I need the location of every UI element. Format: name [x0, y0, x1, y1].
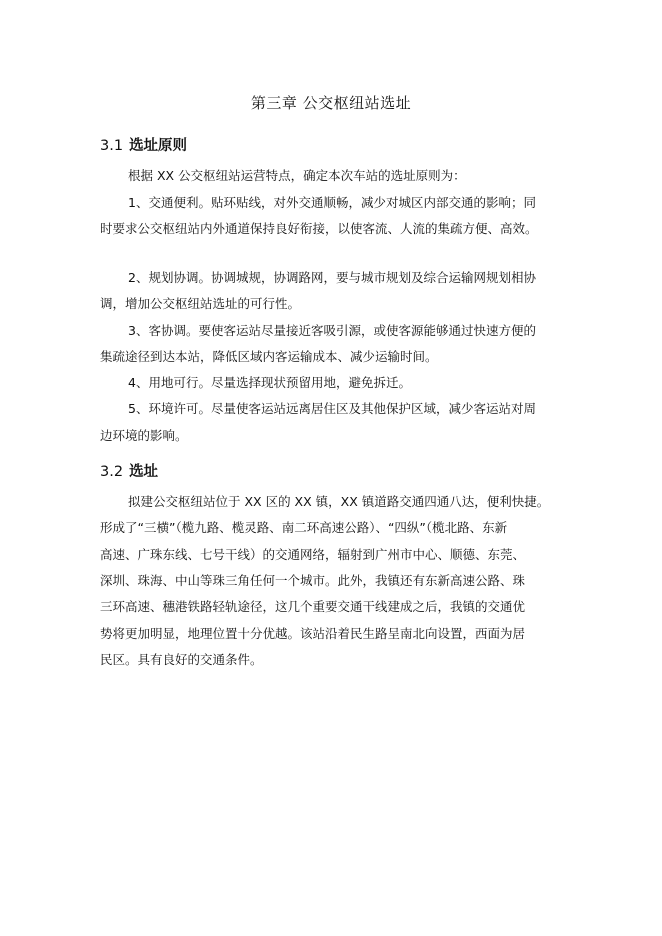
section-number: 3.1: [100, 138, 124, 154]
paragraph-line: 根据 XX 公交枢纽站运营特点，确定本次车站的选址原则为：: [128, 168, 466, 183]
paragraph-line: 拟建公交枢纽站位于 XX 区的 XX 镇，XX 镇道路交通四通八达，便利快捷。: [128, 494, 550, 509]
section-number: 3.2: [100, 464, 124, 480]
section-heading-3-2: [100, 461, 158, 483]
paragraph-line: 三环高速、穗港铁路轻轨途径，这几个重要交通干线建成之后，我镇的交通优: [100, 599, 526, 614]
paragraph-line: 民区。具有良好的交通条件。: [100, 652, 263, 667]
paragraph-line: 4、用地可行。尽量选择现状预留用地，避免拆迁。: [128, 375, 411, 390]
paragraph-line: 集疏途径到达本站，降低区域内客运输成本、减少运输时间。: [100, 349, 438, 364]
section-heading-3-1: [100, 135, 187, 157]
paragraph-line: 3、客协调。要使客运站尽量接近客吸引源，或使客源能够通过快速方便的: [128, 323, 536, 338]
paragraph-line: 5、环境许可。尽量使客运站远离居住区及其他保护区域，减少客运站对周: [128, 401, 536, 416]
section-title: 选址: [129, 464, 159, 480]
chapter-title: 第三章 公交枢纽站选址: [250, 94, 412, 112]
paragraph-line: 1、交通便利。贴环贴线，对外交通顺畅，减少对城区内部交通的影响；同: [128, 195, 536, 210]
paragraph-line: 边环境的影响。: [100, 428, 188, 443]
paragraph-line: 深圳、珠海、中山等珠三角任何一个城市。此外，我镇还有东新高速公路、珠: [100, 573, 526, 588]
paragraph-line: 时要求公交枢纽站内外通道保持良好衔接，以使客流、人流的集疏方便、高效。: [100, 221, 538, 236]
section-title: 选址原则: [129, 138, 188, 154]
paragraph-line: 形成了“三横”（榄九路、榄灵路、南二环高速公路）、“四纵”（榄北路、东新: [100, 520, 508, 535]
paragraph-line: 势将更加明显，地理位置十分优越。该站沿着民生路呈南北向设置，西面为居: [100, 626, 526, 641]
paragraph-line: 2、规划协调。协调城规，协调路网，要与城市规划及综合运输网规划相协: [128, 270, 536, 285]
paragraph-line: 调，增加公交枢纽站选址的可行性。: [100, 296, 301, 311]
paragraph-line: 高速、广珠东线、七号干线）的交通网络，辐射到广州市中心、顺德、东莞、: [100, 547, 526, 562]
